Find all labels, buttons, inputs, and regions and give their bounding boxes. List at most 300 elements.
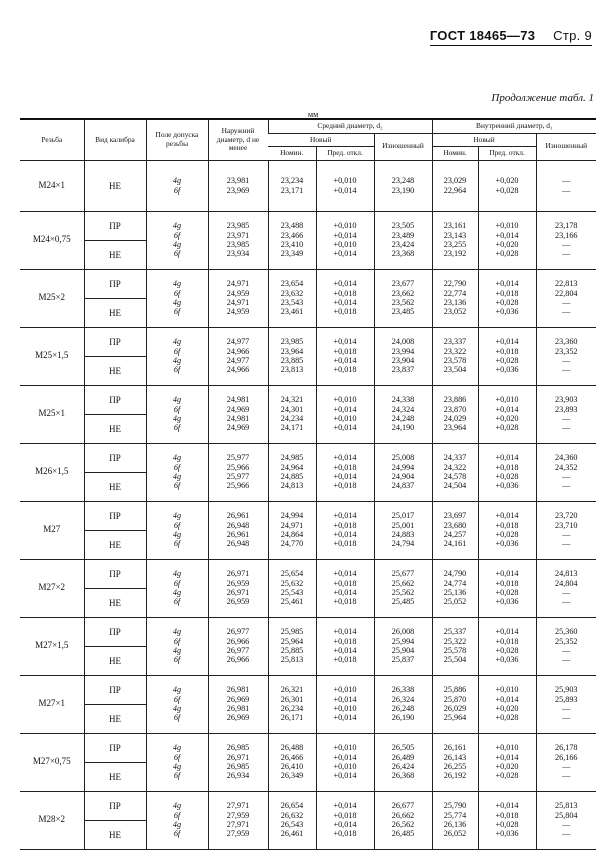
d2-nom-value: 26,543 [280, 820, 304, 829]
d1-worn-value: 25,903 [555, 685, 578, 695]
tolerance-field: 6f [173, 752, 181, 762]
d1-worn-value: 23,166 [555, 230, 578, 240]
d2-dev-value: +0,018 [333, 539, 357, 549]
d2-worn-value: 24,883 [391, 530, 415, 539]
d2-worn-value: 26,248 [391, 704, 415, 713]
d-value: 27,959 [226, 810, 250, 820]
d2-worn-value: 24,190 [391, 423, 415, 433]
tolerance-field: 4g [172, 685, 182, 695]
gauge-kind: ПР [109, 278, 121, 289]
d-cell [208, 385, 268, 443]
d2-nom-value: 25,543 [280, 588, 304, 597]
d1-dev-value: +0,028 [495, 185, 519, 195]
gauge-kind-cell [84, 160, 146, 211]
d2-dev-value: +0,014 [333, 694, 357, 704]
col-pitch-nominal: Номин. [268, 147, 316, 161]
d2-worn-cell [374, 501, 432, 559]
d2-nom-value: 26,461 [280, 829, 304, 839]
d-value: 24,971 [226, 298, 250, 307]
d1-dev-cell [478, 733, 536, 791]
d2-worn-value: 25,008 [391, 453, 415, 463]
d2-nom-value: 24,885 [280, 472, 304, 481]
d2-dev-value: +0,014 [333, 249, 357, 259]
d1-worn-value: 23,360 [555, 337, 578, 347]
page-number: Стр. 9 [553, 28, 592, 43]
tolerance-field: 4g [172, 453, 182, 463]
d1-worn-value: 23,178 [555, 221, 578, 231]
d1-worn-value: — [562, 530, 571, 539]
d-value: 27,971 [226, 801, 250, 811]
d2-nom-cell [268, 617, 316, 675]
d1-dev-value: +0,028 [495, 820, 519, 829]
thread-designation: M25×1 [20, 385, 84, 443]
table-row [20, 443, 596, 501]
d2-worn-value: 24,794 [391, 539, 415, 549]
d-value: 24,969 [226, 404, 250, 414]
col-thread: Резьба [20, 119, 84, 160]
d2-worn-cell [374, 269, 432, 327]
d2-nom-value: 23,964 [280, 346, 304, 356]
d1-nom-value: 24,322 [443, 462, 467, 472]
d1-nom-value: 25,774 [443, 810, 467, 820]
d-value: 26,948 [226, 539, 250, 549]
gauge-kind: ПР [109, 800, 121, 811]
d2-nom-value: 26,321 [280, 685, 304, 695]
tolerance-field-cell [146, 211, 208, 269]
table-row [20, 791, 596, 849]
d2-worn-cell [374, 733, 432, 791]
d2-dev-cell [316, 791, 374, 849]
thread-designation: M27×2 [20, 559, 84, 617]
tolerance-field: 6f [173, 249, 181, 259]
tolerance-field: 6f [173, 810, 181, 820]
gauge-kind: НЕ [85, 588, 146, 617]
d2-nom-value: 23,234 [280, 176, 304, 186]
gauge-kind: НЕ [85, 646, 146, 675]
d2-dev-value: +0,014 [333, 230, 357, 240]
d2-dev-value: +0,014 [333, 279, 357, 289]
d2-dev-value: +0,010 [333, 395, 357, 405]
tolerance-field: 4g [172, 176, 182, 186]
d1-nom-cell [432, 160, 478, 211]
d2-worn-value: 24,248 [391, 414, 415, 423]
d1-nom-cell [432, 211, 478, 269]
tolerance-field: 6f [173, 520, 181, 530]
d1-worn-value: 23,710 [555, 520, 578, 530]
gauge-kind: ПР [109, 742, 121, 753]
col-pitch-deviation: Пред. откл. [316, 147, 374, 161]
d1-worn-value: 25,352 [555, 636, 578, 646]
d1-worn-value: — [562, 655, 571, 665]
d1-dev-cell [478, 211, 536, 269]
d2-worn-value: 23,904 [391, 356, 415, 365]
d1-dev-value: +0,020 [495, 414, 519, 423]
d2-nom-value: 26,349 [280, 771, 304, 781]
col-inner-worn: Изношенный [536, 133, 596, 160]
tolerance-field: 6f [173, 230, 181, 240]
d-value: 26,969 [226, 713, 250, 723]
d2-dev-value: +0,014 [333, 511, 357, 521]
thread-designation: M27×0,75 [20, 733, 84, 791]
gauge-kind: ПР [109, 684, 121, 695]
d1-dev-cell [478, 327, 536, 385]
col-inner-new: Новый [432, 133, 536, 147]
d2-nom-value: 24,321 [280, 395, 304, 405]
d-cell [208, 160, 268, 211]
tolerance-field: 6f [173, 694, 181, 704]
d-cell [208, 559, 268, 617]
d2-dev-value: +0,010 [333, 685, 357, 695]
d2-nom-value: 25,813 [280, 655, 304, 665]
d1-dev-value: +0,014 [495, 337, 519, 347]
tolerance-field: 6f [173, 771, 181, 781]
d-value: 23,971 [226, 230, 250, 240]
d1-dev-value: +0,018 [495, 636, 519, 646]
d-value: 26,966 [226, 655, 250, 665]
d2-nom-value: 23,349 [280, 249, 304, 259]
d1-nom-value: 23,964 [443, 423, 467, 433]
d2-nom-value: 26,234 [280, 704, 304, 713]
d2-dev-value: +0,014 [333, 713, 357, 723]
d1-worn-value: — [562, 771, 571, 781]
d2-dev-value: +0,014 [333, 337, 357, 347]
gauge-kind: НЕ [85, 240, 146, 269]
table-row [20, 211, 596, 269]
col-inner-nominal: Номин. [432, 147, 478, 161]
tolerance-field: 6f [173, 404, 181, 414]
d1-nom-value: 25,964 [443, 713, 467, 723]
d1-nom-cell [432, 385, 478, 443]
d2-dev-value: +0,018 [333, 810, 357, 820]
d-cell [208, 211, 268, 269]
gauge-kind: ПР [109, 568, 121, 579]
tolerance-field: 6f [173, 288, 181, 298]
table-row [20, 327, 596, 385]
tolerance-field: 4g [172, 801, 182, 811]
tolerance-field: 4g [172, 298, 182, 307]
d2-nom-value: 26,466 [280, 752, 304, 762]
tolerance-field: 6f [173, 597, 181, 607]
d-value: 23,934 [226, 249, 250, 259]
d1-worn-value: 26,166 [555, 752, 578, 762]
d2-nom-cell [268, 211, 316, 269]
d2-worn-value: 23,485 [391, 307, 415, 317]
d-value: 26,948 [226, 520, 250, 530]
d-value: 25,977 [226, 453, 250, 463]
d1-dev-value: +0,018 [495, 346, 519, 356]
d2-worn-value: 25,837 [391, 655, 415, 665]
tolerance-field-cell [146, 443, 208, 501]
d1-nom-value: 25,870 [443, 694, 467, 704]
d1-nom-value: 25,337 [443, 627, 467, 637]
d-cell [208, 617, 268, 675]
d2-nom-value: 25,632 [280, 578, 304, 588]
d-value: 26,934 [226, 771, 250, 781]
d1-worn-value: 22,813 [555, 279, 578, 289]
d-value: 26,959 [226, 597, 250, 607]
tolerance-field: 6f [173, 655, 181, 665]
d1-worn-value: — [562, 365, 571, 375]
d-value: 26,977 [226, 627, 250, 637]
d2-nom-value: 23,171 [280, 185, 304, 195]
d2-worn-value: 25,994 [391, 636, 415, 646]
d2-worn-value: 23,489 [391, 230, 415, 240]
d2-nom-value: 26,171 [280, 713, 304, 723]
d1-dev-value: +0,028 [495, 298, 519, 307]
d1-nom-value: 25,578 [443, 646, 467, 655]
d1-dev-value: +0,036 [495, 655, 519, 665]
gauge-kind: НЕ [85, 704, 146, 733]
tolerance-field: 4g [172, 530, 182, 539]
gauge-kind-cell [84, 791, 146, 849]
d2-dev-value: +0,018 [333, 655, 357, 665]
d1-dev-value: +0,036 [495, 597, 519, 607]
d1-nom-value: 23,504 [443, 365, 467, 375]
d1-nom-cell [432, 269, 478, 327]
d2-worn-value: 24,324 [391, 404, 415, 414]
d2-worn-value: 26,190 [391, 713, 415, 723]
d1-worn-value: — [562, 588, 571, 597]
d2-nom-value: 24,234 [280, 414, 304, 423]
d-value: 24,977 [226, 337, 250, 347]
d1-dev-value: +0,028 [495, 646, 519, 655]
d1-worn-value: — [562, 820, 571, 829]
d1-worn-value: 25,360 [555, 627, 578, 637]
d1-worn-cell [536, 501, 596, 559]
d1-dev-value: +0,018 [495, 288, 519, 298]
d2-worn-cell [374, 443, 432, 501]
d-value: 23,985 [226, 221, 250, 231]
d-value: 27,959 [226, 829, 250, 839]
thread-designation: M28×2 [20, 791, 84, 849]
d2-nom-value: 23,466 [280, 230, 304, 240]
d2-dev-value: +0,014 [333, 423, 357, 433]
tolerance-field: 6f [173, 307, 181, 317]
d-cell [208, 675, 268, 733]
d2-worn-value: 23,368 [391, 249, 415, 259]
d2-nom-value: 24,864 [280, 530, 304, 539]
d2-nom-value: 25,964 [280, 636, 304, 646]
d1-worn-value: 26,178 [555, 743, 578, 753]
d2-nom-value: 26,410 [280, 762, 304, 771]
tolerance-field: 4g [172, 337, 182, 347]
d2-dev-value: +0,014 [333, 801, 357, 811]
d-value: 25,966 [226, 462, 250, 472]
d-value: 25,966 [226, 481, 250, 491]
d1-dev-value: +0,036 [495, 539, 519, 549]
tolerance-field: 4g [172, 240, 182, 249]
gauge-kind: НЕ [85, 414, 146, 443]
d1-nom-value: 24,161 [443, 539, 467, 549]
d1-worn-value: 25,804 [555, 810, 578, 820]
col-pitch-new: Новый [268, 133, 374, 147]
standard-number: ГОСТ 18465—73 [429, 28, 536, 43]
d-value: 26,985 [226, 743, 250, 753]
d2-worn-value: 23,562 [391, 298, 415, 307]
gauge-kind: ПР [109, 336, 121, 347]
d2-dev-value: +0,010 [333, 240, 357, 249]
d1-dev-value: +0,020 [495, 240, 519, 249]
d-value: 26,969 [226, 694, 250, 704]
d2-dev-value: +0,018 [333, 829, 357, 839]
d1-dev-cell [478, 160, 536, 211]
tolerance-field: 4g [172, 414, 182, 423]
d2-nom-value: 23,885 [280, 356, 304, 365]
d1-nom-value: 25,504 [443, 655, 467, 665]
d2-dev-value: +0,014 [333, 646, 357, 655]
d2-worn-value: 23,190 [391, 185, 415, 195]
tolerance-field: 4g [172, 704, 182, 713]
d2-worn-value: 23,662 [391, 288, 415, 298]
d2-nom-value: 25,461 [280, 597, 304, 607]
d2-worn-value: 24,837 [391, 481, 415, 491]
d1-worn-value: 25,893 [555, 694, 578, 704]
d1-dev-cell [478, 559, 536, 617]
d2-worn-value: 26,008 [391, 627, 415, 637]
d2-dev-cell [316, 269, 374, 327]
d2-dev-value: +0,018 [333, 462, 357, 472]
d1-worn-value: — [562, 356, 571, 365]
d1-dev-value: +0,020 [495, 762, 519, 771]
gauge-kind-cell [84, 211, 146, 269]
d1-dev-value: +0,014 [495, 627, 519, 637]
d2-dev-value: +0,014 [333, 820, 357, 829]
d-value: 23,985 [226, 240, 250, 249]
d1-nom-value: 26,255 [443, 762, 467, 771]
d2-dev-value: +0,010 [333, 704, 357, 713]
tolerance-field: 4g [172, 356, 182, 365]
gauge-kind-cell [84, 443, 146, 501]
d2-dev-value: +0,010 [333, 221, 357, 231]
tolerance-field-cell [146, 617, 208, 675]
tolerance-field: 4g [172, 395, 182, 405]
d1-dev-cell [478, 443, 536, 501]
d2-dev-value: +0,018 [333, 481, 357, 491]
table-continuation-label: Продолжение табл. 1 [491, 92, 594, 104]
d1-nom-value: 22,774 [443, 288, 467, 298]
d1-worn-value: 24,360 [555, 453, 578, 463]
d-value: 24,981 [226, 395, 250, 405]
d-value: 23,969 [226, 185, 250, 195]
d1-nom-value: 23,136 [443, 298, 467, 307]
d2-nom-value: 26,301 [280, 694, 304, 704]
tolerance-field: 6f [173, 829, 181, 839]
d1-worn-cell [536, 443, 596, 501]
d1-nom-value: 23,161 [443, 221, 467, 231]
d1-dev-value: +0,036 [495, 365, 519, 375]
d2-dev-value: +0,014 [333, 627, 357, 637]
d2-dev-cell [316, 211, 374, 269]
d2-worn-value: 26,489 [391, 752, 415, 762]
d1-worn-value: — [562, 240, 571, 249]
d1-dev-value: +0,028 [495, 771, 519, 781]
d1-worn-value: — [562, 185, 571, 195]
gauge-kind-cell [84, 617, 146, 675]
d1-dev-value: +0,014 [495, 230, 519, 240]
tolerance-field-cell [146, 160, 208, 211]
d1-dev-value: +0,014 [495, 569, 519, 579]
d2-dev-value: +0,014 [333, 752, 357, 762]
gauge-kind: НЕ [85, 762, 146, 791]
d1-nom-value: 23,322 [443, 346, 467, 356]
tolerance-field-cell [146, 791, 208, 849]
tolerance-field: 4g [172, 762, 182, 771]
d2-nom-cell [268, 385, 316, 443]
d1-dev-cell [478, 791, 536, 849]
d1-dev-value: +0,010 [495, 743, 519, 753]
d1-worn-value: 24,352 [555, 462, 578, 472]
d-value: 26,981 [226, 685, 250, 695]
d2-worn-value: 24,338 [391, 395, 415, 405]
tolerance-field: 6f [173, 578, 181, 588]
d-value: 26,961 [226, 511, 250, 521]
d1-dev-value: +0,028 [495, 713, 519, 723]
d-value: 26,959 [226, 578, 250, 588]
d2-worn-value: 25,662 [391, 578, 415, 588]
d2-nom-value: 24,985 [280, 453, 304, 463]
d2-worn-cell [374, 559, 432, 617]
d1-nom-value: 24,774 [443, 578, 467, 588]
d1-dev-value: +0,028 [495, 249, 519, 259]
d1-nom-value: 26,161 [443, 743, 467, 753]
tolerance-field: 6f [173, 423, 181, 433]
d1-nom-cell [432, 443, 478, 501]
d2-worn-value: 23,505 [391, 221, 415, 231]
d2-worn-value: 25,904 [391, 646, 415, 655]
d-cell [208, 269, 268, 327]
tolerance-field-cell [146, 675, 208, 733]
tolerance-field: 4g [172, 279, 182, 289]
d1-worn-value: 23,352 [555, 346, 578, 356]
d2-nom-value: 24,971 [280, 520, 304, 530]
d2-nom-value: 23,654 [280, 279, 304, 289]
d2-nom-value: 24,813 [280, 481, 304, 491]
d1-nom-cell [432, 559, 478, 617]
d1-dev-cell [478, 385, 536, 443]
d2-worn-cell [374, 617, 432, 675]
d1-nom-value: 23,697 [443, 511, 467, 521]
col-gauge-kind: Вид калибра [84, 119, 146, 160]
d1-worn-value: 23,903 [555, 395, 578, 405]
d2-nom-value: 24,770 [280, 539, 304, 549]
gauge-kind-cell [84, 559, 146, 617]
d1-worn-value: — [562, 307, 571, 317]
d1-dev-cell [478, 501, 536, 559]
d1-nom-value: 23,255 [443, 240, 467, 249]
gauge-kind: ПР [109, 626, 121, 637]
d2-worn-value: 23,424 [391, 240, 415, 249]
d1-nom-cell [432, 675, 478, 733]
d2-worn-value: 25,001 [391, 520, 415, 530]
d2-worn-value: 23,248 [391, 176, 415, 186]
d2-dev-cell [316, 385, 374, 443]
d1-nom-cell [432, 791, 478, 849]
d2-nom-cell [268, 327, 316, 385]
d1-dev-value: +0,010 [495, 395, 519, 405]
d2-dev-value: +0,018 [333, 365, 357, 375]
table-row [20, 733, 596, 791]
d-value: 24,971 [226, 279, 250, 289]
tolerance-field: 4g [172, 569, 182, 579]
col-tolerance-field: Поле допуска резьбы [146, 119, 208, 160]
d2-worn-value: 26,562 [391, 820, 415, 829]
d2-nom-cell [268, 443, 316, 501]
d1-nom-value: 24,504 [443, 481, 467, 491]
col-pitch-diameter: Средний диаметр, d₂ [268, 119, 432, 133]
d2-dev-value: +0,018 [333, 288, 357, 298]
d2-dev-cell [316, 327, 374, 385]
thread-gauge-table [20, 118, 596, 850]
